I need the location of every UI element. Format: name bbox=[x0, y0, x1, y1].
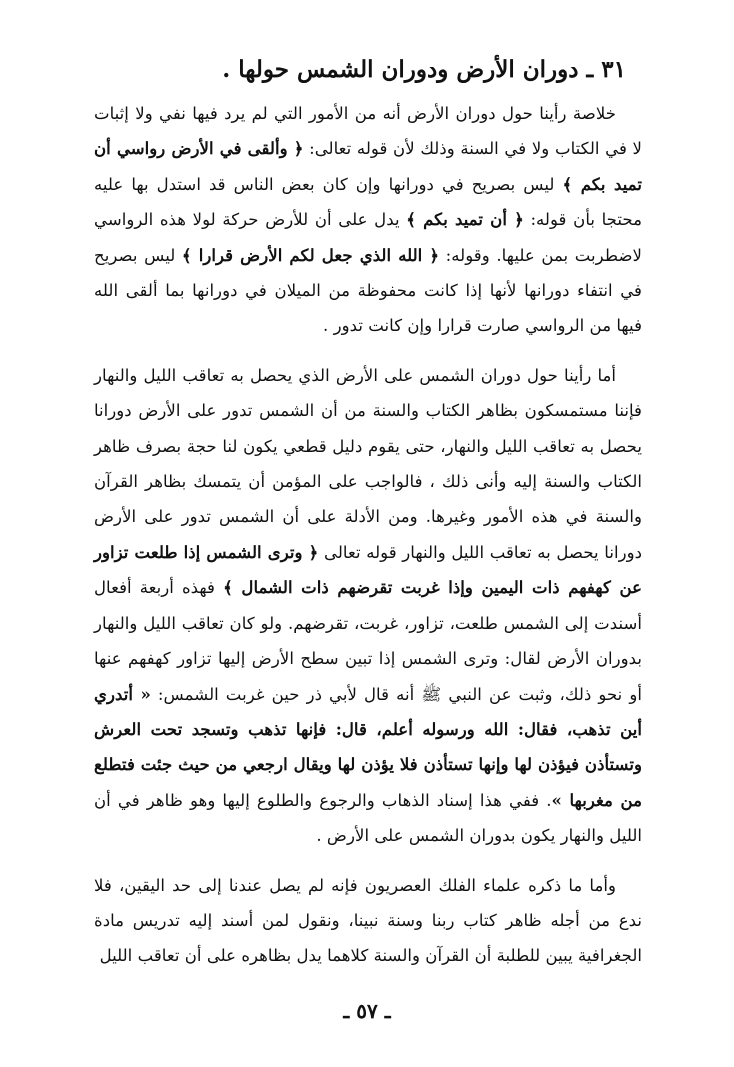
text-run: ليس بصريح في انتفاء دورانها لأنها إذا كانت محفوظة من الميلان في دورانها بما ألقى الله فيها من الرواسي صارت قرارا وإن كانت تدور . bbox=[94, 245, 642, 336]
quran-quote: ﴿ الله الذي جعل لكم الأرض قرارا ﴾ bbox=[181, 244, 440, 265]
quran-quote: ﴿ أن تميد بكم ﴾ bbox=[406, 209, 524, 230]
text-run: أما رأينا حول دوران الشمس على الأرض الذي يحصل به تعاقب الليل والنهار فإننا مستمسكون بظاهر الكتاب والسنة من أن الشمس تدور على الأرض دورانا يحصل به تعاقب الليل والنهار، حتى يقوم دليل قطعي يكون لنا حجة بصرف ظاهر الكتاب والسنة إليه وأنى ذلك ، فالواجب على المؤمن أن يتمسك بظاهر القرآن والسنة في هذه الأمور وغيرها. ومن الأدلة على أن الشمس تدور على الأرض دورانا يحصل به تعاقب الليل والنهار قوله تعالى bbox=[94, 365, 642, 562]
hadith-quote: « أتدري أين تذهب، فقال: الله ورسوله أعلم، قال: فإنها تذهب وتسجد تحت العرش وتستأذن فيؤذن لها وإنها تستأذن فلا يؤذن لها ويقال ارجعي من حيث جئت فتطلع من مغربها » bbox=[94, 683, 642, 810]
quran-quote: ﴿ وترى الشمس إذا طلعت تزاور عن كهفهم ذات اليمين وإذا غربت تقرضهم ذات الشمال ﴾ bbox=[94, 541, 642, 598]
page-number: ـ ٥٧ ـ bbox=[343, 999, 391, 1023]
paragraph-earth-rotation bbox=[94, 96, 642, 344]
text-run: خلاصة رأينا حول دوران الأرض أنه من الأمور التي لم يرد فيها نفي ولا إثبات لا في الكتاب ولا في السنة وذلك لأن قوله تعالى: bbox=[94, 104, 643, 159]
text-run: وأما ما ذكره علماء الفلك العصريون فإنه لم يصل عندنا إلى حد اليقين، فلا ندع من أجله ظاهر كتاب ربنا وسنة نبينا، ونقول لمن أسند إليه تدريس مادة الجغرافية يبين للطلبة أن القرآن والسنة كلاهما يدل بظاهره على أن تعاقب الليل bbox=[94, 875, 642, 966]
section-heading: ٣١ ـ دوران الأرض ودوران الشمس حولها . bbox=[222, 56, 626, 83]
body-text bbox=[94, 96, 642, 974]
text-run: فهذه أربعة أفعال أسندت إلى الشمس طلعت، تزاور، غربت، تقرضهم. ولو كان تعاقب الليل والنهار بدوران الأرض لقال: وترى الشمس إذا تبين سطح الأرض إليها تزاور كهفهم عنها أو نحو ذلك، وثبت عن النبي ﷺ أنه قال لأبي ذر حين غربت الشمس: bbox=[94, 578, 642, 704]
paragraph-sun-rotation bbox=[94, 358, 642, 854]
text-run: يدل على أن للأرض حركة لولا هذه الرواسي لاضطربت بمن عليها. وقوله: bbox=[94, 210, 642, 265]
quran-quote: ﴿ وألقى في الأرض رواسي أن تميد بكم ﴾ bbox=[94, 138, 642, 194]
paragraph-astronomers bbox=[94, 868, 642, 974]
text-run: . ففي هذا إسناد الذهاب والرجوع والطلوع إليها وهو ظاهر في أن الليل والنهار يكون بدوران الشمس على الأرض . bbox=[94, 790, 642, 846]
text-run: ليس بصريح في دورانها وإن كان بعض الناس قد استدل بها عليه محتجا بأن قوله: bbox=[94, 174, 643, 230]
